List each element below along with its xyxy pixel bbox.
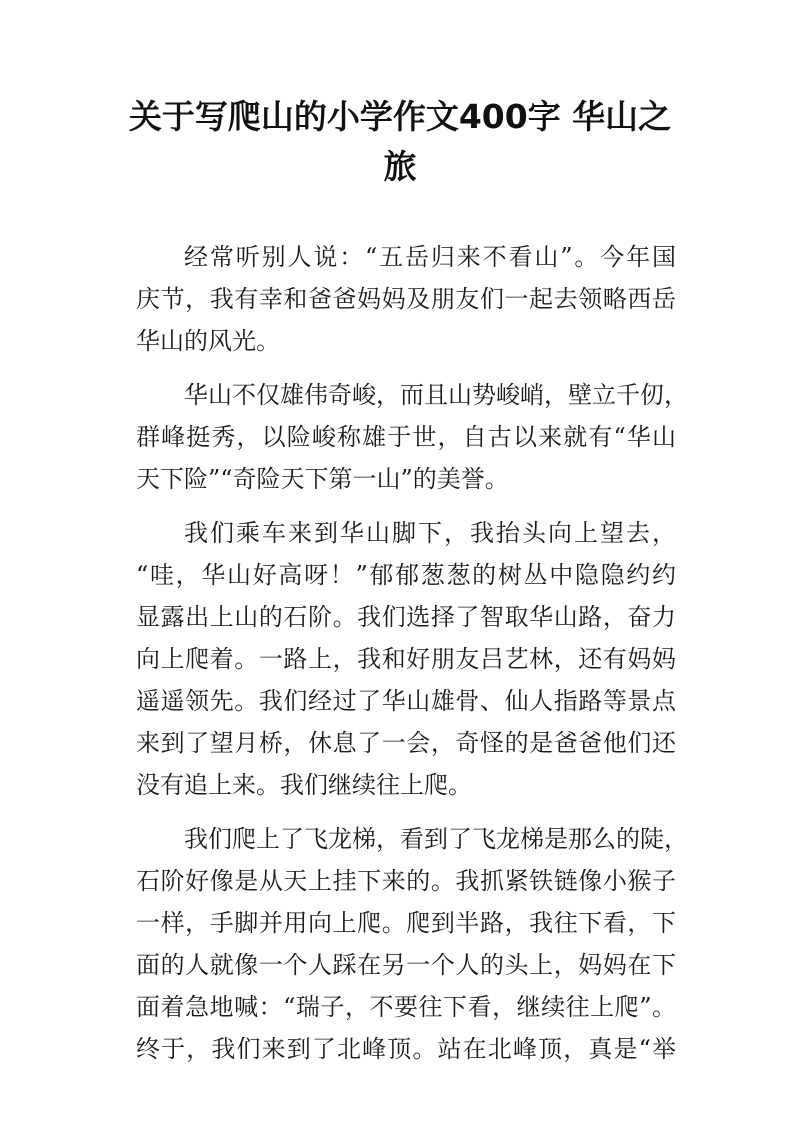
text-line: 来到了望月桥，休息了一会，奇怪的是爸爸他们还 [136,729,676,757]
paragraph [136,512,676,806]
paragraph [136,818,688,1070]
text-line: 华山的风光。 [136,327,280,355]
text-line: 面的人就像一个人踩在另一个人的头上，妈妈在下 [136,951,676,979]
text-line: 群峰挺秀，以险峻称雄于世，自古以来就有“华山 [136,423,676,451]
text-line: 石阶好像是从天上挂下来的。我抓紧铁链像小猴子 [136,867,676,895]
paragraph [136,236,676,362]
text-line: 面着急地喊：“瑞子，不要往下看，继续往上爬”。 [136,993,676,1021]
text-line: 遥遥领先。我们经过了华山雄骨、仙人指路等景点 [136,687,676,715]
text-line: 华山不仅雄伟奇峻，而且山势峻峭，壁立千仞， [184,381,688,409]
title-line: 旅 [383,147,417,186]
text-line: 天下险”“奇险天下第一山”的美誉。 [136,465,509,493]
text-line: 终于，我们来到了北峰顶。站在北峰顶，真是“举 [136,1035,676,1063]
document-title [120,92,680,192]
text-line: 经常听别人说：“五岳归来不看山”。今年国 [184,243,676,271]
text-line: 庆节，我有幸和爸爸妈妈及朋友们一起去领略西岳 [136,285,676,313]
text-line: 向上爬着。一路上，我和好朋友吕艺林，还有妈妈 [136,645,676,673]
text-line: 没有追上来。我们继续往上爬。 [136,771,472,799]
document-body [136,236,688,1082]
text-line: 一样，手脚并用向上爬。爬到半路，我往下看，下 [136,909,676,937]
text-line: 显露出上山的石阶。我们选择了智取华山路，奋力 [136,603,676,631]
paragraph [136,374,688,500]
text-line: 我们爬上了飞龙梯，看到了飞龙梯是那么的陡， [184,825,688,853]
title-line: 关于写爬山的小学作文400字 华山之 [128,97,672,136]
text-line: “哇，华山好高呀！”郁郁葱葱的树丛中隐隐约约 [136,561,676,589]
text-line: 我们乘车来到华山脚下，我抬头向上望去， [184,519,676,547]
